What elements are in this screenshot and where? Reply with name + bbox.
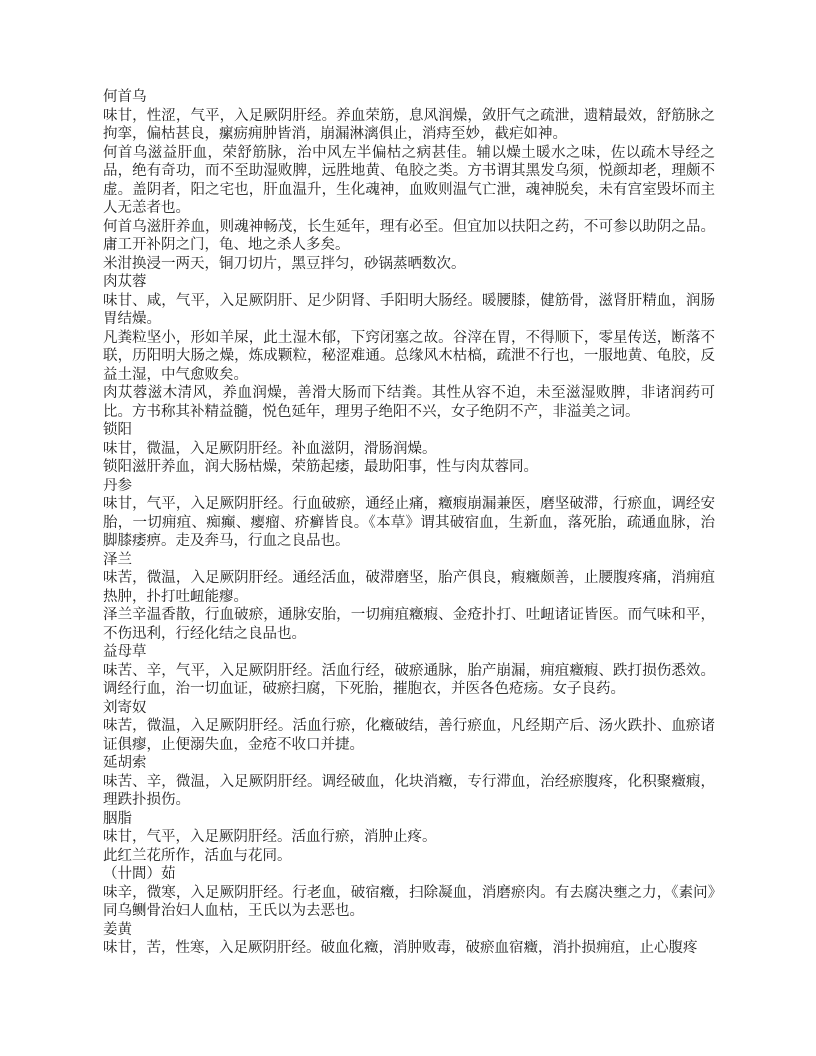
herb-paragraph: 味苦、辛，气平，入足厥阴肝经。活血行经，破瘀通脉，胎产崩漏，痈疽癥瘕、跌打损伤悉效。调经行血，治一切血证，破瘀扫腐，下死胎，摧胞衣，并医各色疮疡。女子良药。 (103, 662, 715, 697)
herb-heading: 刘寄奴 (103, 699, 147, 716)
herb-paragraph: 味苦，微温，入足厥阴肝经。活血行瘀，化癥破结，善行瘀血，凡经期产后、汤火跌扑、血瘀诸证俱瘳，止便溺失血，金疮不收口并捷。 (103, 718, 715, 753)
herb-heading: 何首乌 (103, 89, 147, 105)
herb-paragraph: 味辛，微寒，入足厥阴肝经。行老血，破宿癥，扫除凝血，消磨瘀肉。有去腐决壅之力，《素问》同乌鲗骨治妇人血枯，王氏以为去恶也。 (103, 884, 715, 919)
herb-paragraph: 味甘，气平，入足厥阴肝经。行血破瘀，通经止痛，癥瘕崩漏兼医，磨坚破滞，行瘀血，调经安胎，一切痈疽、痴癫、瘿瘤、疥癣皆良。《本草》谓其破宿血，生新血，落死胎，疏通血脉，治脚膝痿痹。走及奔马，行血之良品也。 (103, 496, 715, 549)
herb-paragraph: 何首乌滋肝养血，则魂神畅茂，长生延年，理有必至。但宜加以扶阳之药，不可参以助阴之品。庸工开补阴之门，龟、地之杀人多矣。 (103, 218, 715, 253)
herb-paragraph: 凡粪粒坚小，形如羊屎，此土湿木郁，下窍闭塞之故。谷滓在胃，不得顺下，零星传送，断落不联，历阳明大肠之燥，炼成颗粒，秘涩难通。总缘风木枯槁，疏泄不行也，一服地黄、龟胶，反益土湿，中气愈败矣。 (103, 329, 715, 383)
herb-heading: 泽兰 (103, 551, 132, 568)
herb-paragraph: 锁阳滋肝养血，润大肠枯燥，荣筋起痿，最助阳事，性与肉苁蓉同。 (103, 459, 538, 475)
herb-paragraph: 味甘，微温，入足厥阴肝经。补血滋阴，滑肠润燥。 (103, 440, 437, 457)
herb-paragraph: 味甘、咸，气平，入足厥阴肝、足少阴肾、手阳明大肠经。暖腰膝，健筋骨，滋肾肝精血，润肠胃结燥。 (103, 292, 715, 327)
herb-paragraph: 米泔换浸一两天，铜刀切片，黑豆拌匀，砂锅蒸晒数次。 (103, 255, 466, 272)
herb-heading: 延胡索 (103, 755, 147, 771)
herb-paragraph: 味甘，性涩，气平，入足厥阴肝经。养血荣筋，息风润燥，敛肝气之疏泄，遗精最效，舒筋脉之拘挛，偏枯甚良，瘰疬痈肿皆消，崩漏淋漓俱止，消痔至妙，截疟如神。 (103, 107, 715, 142)
herb-heading: （卄閭）茹 (103, 866, 176, 882)
herb-paragraph: 味苦、辛，微温，入足厥阴肝经。调经破血，化块消癥，专行滞血，治经瘀腹疼，化积聚癥瘕，理跌扑损伤。 (103, 773, 715, 808)
herb-paragraph: 味苦，微温，入足厥阴肝经。通经活血，破滞磨坚，胎产俱良，瘕癥颇善，止腰腹疼痛，消痈疽热肿，扑打吐衄能瘳。 (103, 570, 715, 605)
herb-paragraph: 味甘，苦，性寒，入足厥阴肝经。破血化癥，消肿败毒，破瘀血宿癥，消扑损痈疽，止心腹疼 (103, 940, 698, 956)
herb-heading: 丹参 (103, 477, 132, 494)
herb-paragraph: 此红兰花所作，活血与花同。 (103, 847, 292, 864)
herb-heading: 姜黄 (103, 921, 132, 938)
herb-heading: 肉苁蓉 (103, 274, 147, 290)
document-body (103, 88, 715, 958)
herb-heading: 锁阳 (103, 422, 132, 438)
herb-paragraph: 肉苁蓉滋木清风，养血润燥，善滑大肠而下结粪。其性从容不迫，未至滋湿败脾，非诸润药可比。方书称其补精益髓，悦色延年，理男子绝阳不兴，女子绝阴不产，非溢美之词。 (103, 385, 715, 420)
herb-paragraph: 味甘，气平，入足厥阴肝经。活血行瘀，消肿止疼。 (103, 829, 437, 845)
herb-paragraph: 泽兰辛温香散，行血破瘀，通脉安胎，一切痈疽癥瘕、金疮扑打、吐衄诸证皆医。而气味和平，不伤迅利，行经化结之良品也。 (103, 607, 715, 642)
herb-paragraph: 何首乌滋益肝血，荣舒筋脉，治中风左半偏枯之病甚佳。辅以燥土暖水之味，佐以疏木导经之品，绝有奇功，而不至助湿败脾，远胜地黄、龟胶之类。方书谓其黑发乌须，悦颜却老，理颇不虚。盖阴者，阳之宅也，肝血温升，生化魂神，血败则温气亡泄，魂神脱矣，未有宫室毁坏而主人无恙者也。 (103, 144, 715, 216)
herb-heading: 胭脂 (103, 810, 132, 827)
herb-heading: 益母草 (103, 644, 147, 660)
